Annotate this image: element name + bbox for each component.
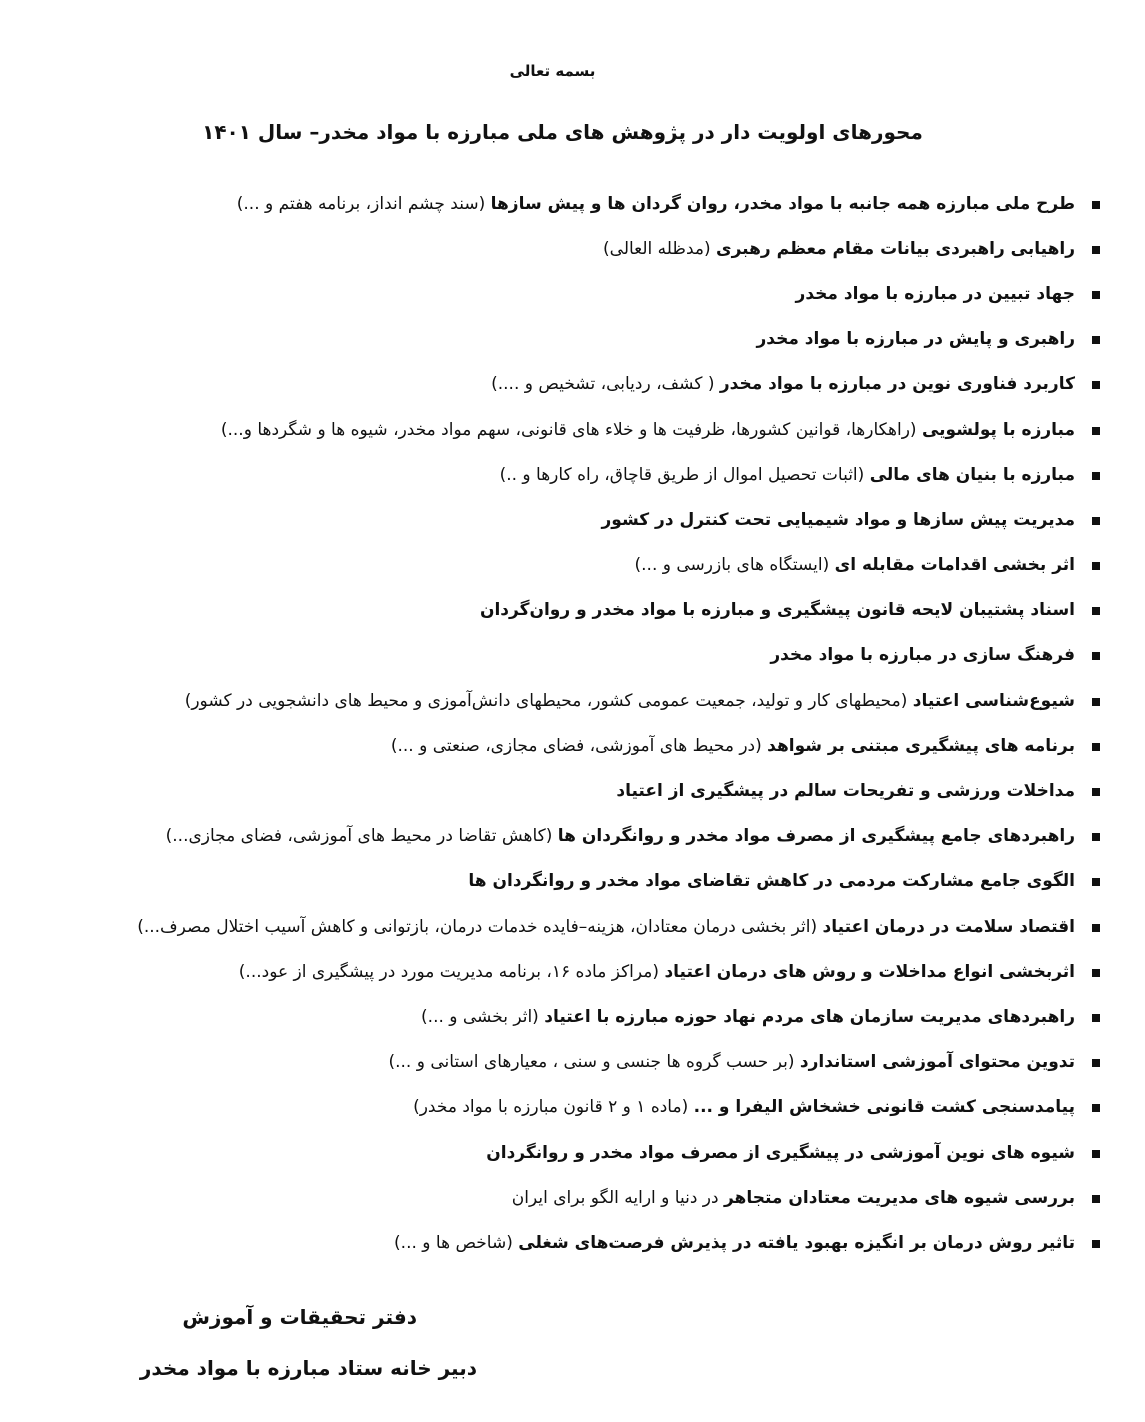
list-item — [20, 543, 1100, 588]
list-item-topic: راهبردهای مدیریت سازمان های مردم نهاد حوزه مبارزه با اعتیاد — [544, 1006, 1075, 1027]
square-bullet-icon — [1092, 1150, 1100, 1158]
list-item — [20, 949, 1100, 994]
square-bullet-icon — [1092, 788, 1100, 796]
bismillah-heading: بسمه تعالی — [509, 62, 596, 80]
list-item-detail: در دنیا و ارایه الگو برای ایران — [511, 1187, 724, 1208]
list-item-text — [468, 869, 1075, 893]
list-item-text — [391, 734, 1075, 758]
list-item-topic: برنامه های پیشگیری مبتنی بر شواهد — [767, 735, 1075, 756]
square-bullet-icon — [1092, 427, 1100, 435]
square-bullet-icon — [1092, 246, 1100, 254]
square-bullet-icon — [1092, 1059, 1100, 1067]
list-item-detail: (ایستگاه های بازرسی و ...) — [634, 555, 835, 576]
square-bullet-icon — [1092, 1104, 1100, 1112]
list-item-detail: (مدظله العالی) — [603, 238, 717, 259]
list-item-topic: پیامدسنجی کشت قانونی خشخاش الیفرا و ... — [693, 1097, 1075, 1118]
list-item — [20, 362, 1100, 407]
list-item-topic: طرح ملی مبارزه همه جانبه با مواد مخدر، روان گردان ها و پیش سازها — [490, 193, 1075, 214]
list-item — [20, 1130, 1100, 1175]
list-item — [20, 723, 1100, 768]
square-bullet-icon — [1092, 201, 1100, 209]
list-item-detail: (شاخص ها و ...) — [394, 1232, 519, 1253]
square-bullet-icon — [1092, 562, 1100, 570]
list-item-topic: مبارزه با بنیان های مالی — [869, 464, 1075, 485]
square-bullet-icon — [1092, 1240, 1100, 1248]
priority-list — [20, 181, 1100, 1266]
square-bullet-icon — [1092, 291, 1100, 299]
list-item-text — [237, 192, 1075, 216]
list-item-topic: راهبری و پایش در مبارزه با مواد مخدر — [756, 329, 1075, 350]
list-item-text — [770, 643, 1075, 667]
list-item — [20, 768, 1100, 813]
list-item — [20, 452, 1100, 497]
list-item-text — [480, 598, 1075, 622]
square-bullet-icon — [1092, 1195, 1100, 1203]
list-item-detail: (ماده ۱ و ۲ قانون مبارزه با مواد مخدر) — [413, 1097, 694, 1118]
list-item-detail: (راهکارها، قوانین کشورها، ظرفیت ها و خلاء های قانونی، سهم مواد مخدر، شیوه ها و شگردها و...) — [220, 419, 922, 440]
list-item-text — [486, 1141, 1075, 1165]
list-item-text — [500, 463, 1075, 487]
list-item — [20, 1085, 1100, 1130]
list-item-topic: راهبردهای جامع پیشگیری از مصرف مواد مخدر و روانگردان ها — [557, 826, 1075, 847]
list-item-text — [388, 1050, 1075, 1074]
list-item-text — [616, 779, 1075, 803]
list-item-topic: اثربخشی انواع مداخلات و روش های درمان اعتیاد — [664, 961, 1075, 982]
list-item-detail: (مراکز ماده ۱۶، برنامه مدیریت مورد در پیشگیری از عود...) — [238, 961, 665, 982]
list-item-topic: الگوی جامع مشارکت مردمی در کاهش تقاضای مواد مخدر و روانگردان ها — [468, 871, 1075, 892]
list-item-topic: راهیابی راهبردی بیانات مقام معظم رهبری — [716, 238, 1075, 259]
list-item-topic: مداخلات ورزشی و تفریحات سالم در پیشگیری از اعتیاد — [616, 781, 1075, 802]
list-item-text — [239, 960, 1075, 984]
list-item — [20, 904, 1100, 949]
list-item-text — [166, 824, 1075, 848]
list-item-detail: (اثر بخشی و ...) — [421, 1006, 545, 1027]
list-item — [20, 633, 1100, 678]
list-item — [20, 814, 1100, 859]
list-item — [20, 317, 1100, 362]
list-item — [20, 497, 1100, 542]
square-bullet-icon — [1092, 743, 1100, 751]
square-bullet-icon — [1092, 1014, 1100, 1022]
list-item — [20, 678, 1100, 723]
square-bullet-icon — [1092, 381, 1100, 389]
list-item-topic: مدیریت پیش سازها و مواد شیمیایی تحت کنترل در کشور — [601, 509, 1075, 530]
list-item — [20, 407, 1100, 452]
list-item-text — [491, 372, 1075, 396]
list-item-detail: (اثبات تحصیل اموال از طریق قاچاق، راه کارها و ..) — [499, 464, 870, 485]
list-item-topic: بررسی شیوه های مدیریت معتادان متجاهر — [723, 1187, 1075, 1208]
list-item-text — [512, 1186, 1075, 1210]
list-item-text — [796, 282, 1075, 306]
list-item-text — [221, 418, 1075, 442]
list-item — [20, 859, 1100, 904]
list-item-topic: جهاد تبیین در مبارزه با مواد مخدر — [795, 283, 1075, 304]
list-item — [20, 271, 1100, 316]
list-item — [20, 588, 1100, 633]
list-item-topic: مبارزه با پولشویی — [921, 419, 1075, 440]
list-item-detail: (محیطهای کار و تولید، جمعیت عمومی کشور، محیطهای دانش‌آموزی و محیط های دانشجویی در کشور) — [184, 690, 913, 711]
list-item-text — [602, 508, 1076, 532]
square-bullet-icon — [1092, 924, 1100, 932]
list-item-detail: (کاهش تقاضا در محیط های آموزشی، فضای مجازی...) — [165, 826, 558, 847]
square-bullet-icon — [1092, 652, 1100, 660]
list-item-topic: شیوه های نوین آموزشی در پیشگیری از مصرف مواد مخدر و روانگردان — [486, 1142, 1075, 1163]
list-item — [20, 181, 1100, 226]
list-item-text — [137, 915, 1075, 939]
list-item-topic: اقتصاد سلامت در درمان اعتیاد — [822, 916, 1075, 937]
list-item-text — [635, 553, 1076, 577]
list-item-detail: (اثر بخشی درمان معتادان، هزینه–فایده خدمات درمان، بازتوانی و کاهش آسیب اختلال مصرف...) — [137, 916, 823, 937]
list-item-detail: ( کشف، ردیابی، تشخیص و ....) — [491, 374, 720, 395]
square-bullet-icon — [1092, 878, 1100, 886]
list-item-detail: (در محیط های آموزشی، فضای مجازی، صنعتی و ...) — [390, 735, 768, 756]
list-item — [20, 1175, 1100, 1220]
square-bullet-icon — [1092, 833, 1100, 841]
list-item-topic: اسناد پشتیبان لایحه قانون پیشگیری و مبارزه با مواد مخدر و روان‌گردان — [479, 600, 1075, 621]
list-item-text — [756, 327, 1075, 351]
list-item — [20, 1220, 1100, 1265]
list-item-text — [394, 1231, 1075, 1255]
list-item-detail: (بر حسب گروه ها جنسی و سنی ، معیارهای استانی و ...) — [388, 1052, 800, 1073]
square-bullet-icon — [1092, 472, 1100, 480]
list-item-topic: شیوع‌شناسی اعتیاد — [912, 690, 1075, 711]
list-item-topic: اثر بخشی اقدامات مقابله ای — [834, 555, 1075, 576]
square-bullet-icon — [1092, 698, 1100, 706]
square-bullet-icon — [1092, 969, 1100, 977]
list-item — [20, 994, 1100, 1039]
list-item-topic: تاثیر روش درمان بر انگیزه بهبود یافته در پذیرش فرصت‌های شغلی — [518, 1232, 1075, 1253]
list-item — [20, 226, 1100, 271]
signature-secretary: دبیر خانه ستاد مبارزه با مواد مخدر — [139, 1356, 477, 1380]
list-item-text — [413, 1095, 1075, 1119]
list-item-text — [603, 237, 1075, 261]
list-item-text — [421, 1005, 1075, 1029]
list-item-topic: کاربرد فناوری نوین در مبارزه با مواد مخدر — [719, 374, 1075, 395]
list-item-topic: فرهنگ سازی در مبارزه با مواد مخدر — [770, 645, 1075, 666]
signature-office: دفتر تحقیقات و آموزش — [182, 1305, 417, 1329]
square-bullet-icon — [1092, 517, 1100, 525]
list-item-text — [185, 689, 1075, 713]
list-item-detail: (سند چشم انداز، برنامه هفتم و ...) — [236, 193, 491, 214]
square-bullet-icon — [1092, 607, 1100, 615]
square-bullet-icon — [1092, 336, 1100, 344]
list-item — [20, 1040, 1100, 1085]
document-title: محورهای اولویت دار در پژوهش های ملی مبارزه با مواد مخدر– سال ۱۴۰۱ — [202, 120, 923, 144]
list-item-topic: تدوین محتوای آموزشی استاندارد — [799, 1052, 1075, 1073]
